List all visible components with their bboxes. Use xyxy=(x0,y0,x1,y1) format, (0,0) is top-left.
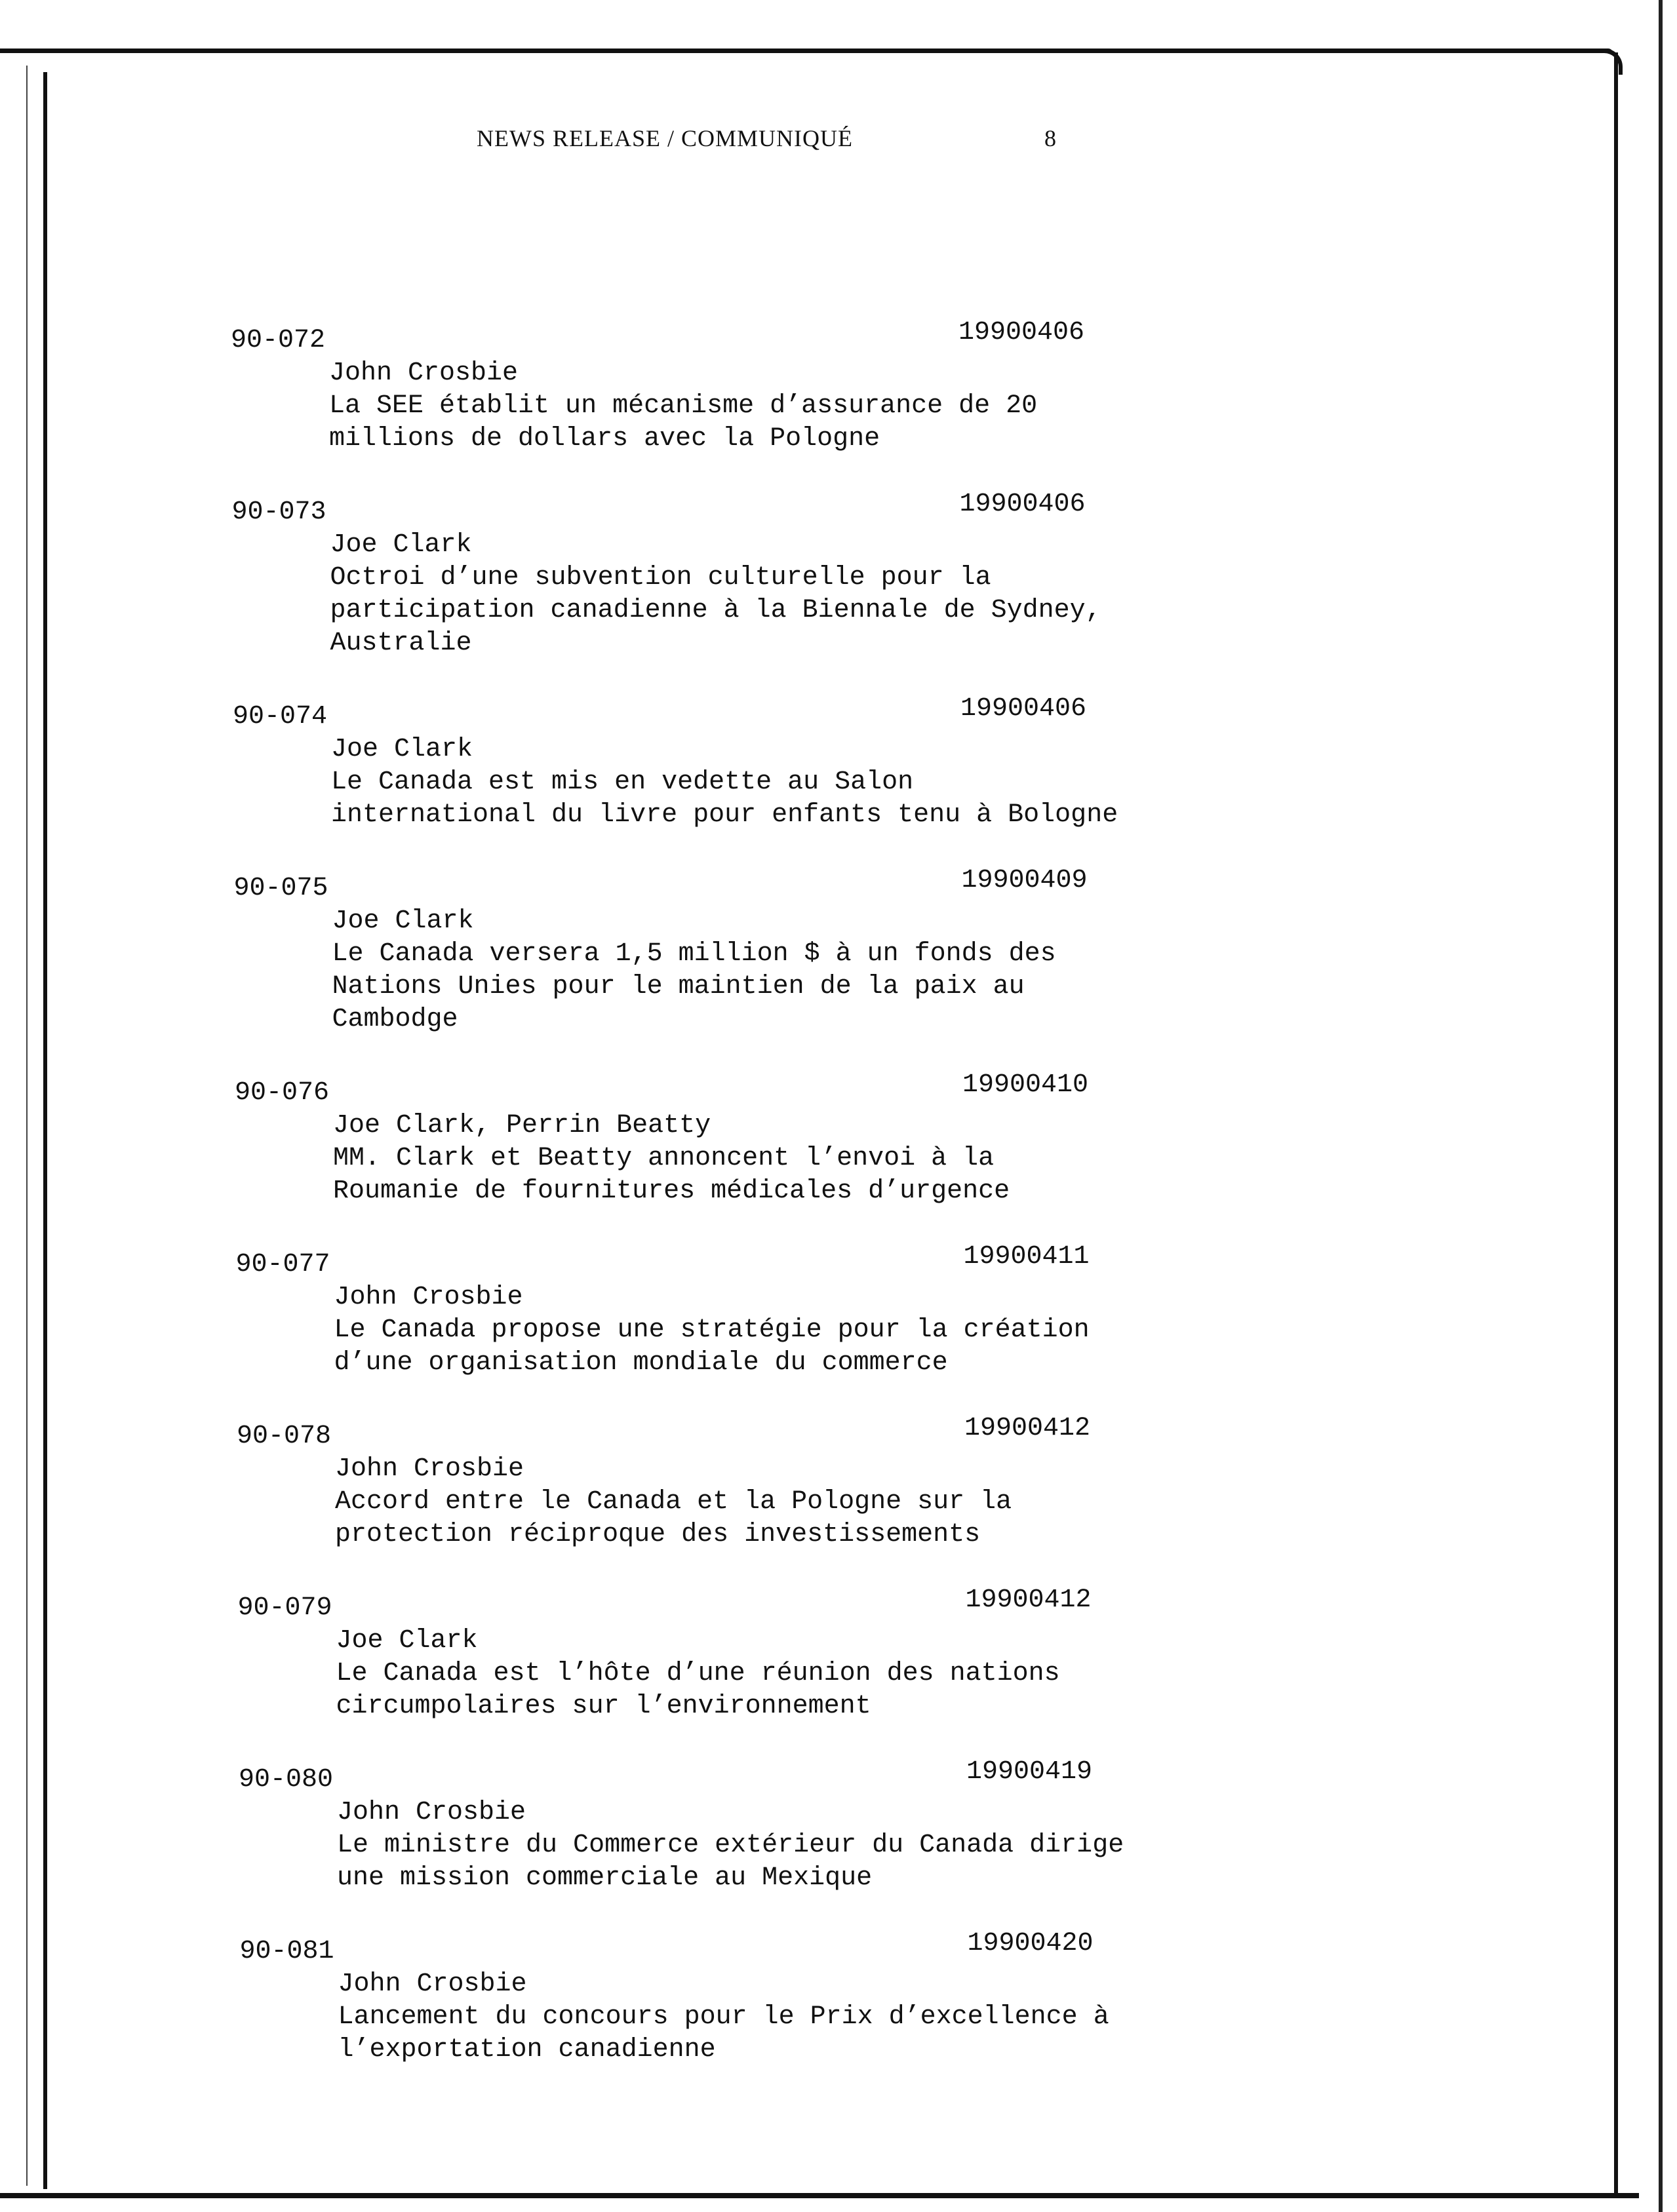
minister-name: John Crosbie xyxy=(338,1969,527,1999)
release-title-line: Le Canada est l’hôte d’une réunion des nations xyxy=(336,1659,1060,1688)
entry-header-row xyxy=(235,1242,1180,1281)
release-date: 19900411 xyxy=(963,1242,1090,1271)
release-entry xyxy=(239,1929,1184,2066)
entry-body xyxy=(233,733,1177,832)
entry-header-row xyxy=(237,1585,1182,1625)
release-code: 90-072 xyxy=(231,326,326,355)
release-title-line: Le Canada propose une stratégie pour la création xyxy=(334,1315,1090,1345)
binding-line xyxy=(26,66,28,2186)
release-title-line: Le Canada versera 1,5 million $ à un fonds des xyxy=(332,939,1056,969)
minister-name: John Crosbie xyxy=(329,359,519,388)
page-header xyxy=(0,125,1677,164)
release-list xyxy=(231,318,1175,2107)
release-date: 19900406 xyxy=(960,694,1087,724)
release-code: 90-076 xyxy=(235,1078,330,1108)
release-entry xyxy=(239,1757,1183,1895)
release-title-line: Australie xyxy=(330,629,472,658)
entry-header-row xyxy=(239,1929,1184,1968)
minister-name: Joe Clark, Perrin Beatty xyxy=(333,1111,711,1140)
release-code: 90-078 xyxy=(237,1422,332,1451)
entry-body xyxy=(239,1796,1183,1895)
release-title-line: circumpolaires sur l’environnement xyxy=(336,1692,871,1721)
release-code: 90-073 xyxy=(231,497,326,527)
release-date: 19900409 xyxy=(961,866,1088,895)
release-code: 90-081 xyxy=(239,1937,334,1966)
release-title-line: Nations Unies pour le maintien de la paix au xyxy=(332,972,1025,1001)
release-title-line: Octroi d’une subvention culturelle pour la xyxy=(330,563,991,592)
release-title-line: participation canadienne à la Biennale de Sydney, xyxy=(330,596,1101,625)
release-title-line: d’une organisation mondiale du commerce xyxy=(334,1348,948,1378)
release-title-line: Roumanie de fournitures médicales d’urgence xyxy=(333,1176,1010,1206)
minister-name: Joe Clark xyxy=(330,530,472,560)
release-code: 90-074 xyxy=(233,702,328,731)
entry-body xyxy=(237,1453,1181,1551)
entry-header-row xyxy=(231,318,1175,357)
minister-name: Joe Clark xyxy=(331,735,473,764)
release-title-line: La SEE établit un mécanisme d’assurance de 20 xyxy=(329,391,1038,421)
release-code: 90-079 xyxy=(237,1593,332,1623)
page-frame-right xyxy=(1614,52,1618,2194)
release-date: 19900410 xyxy=(962,1070,1089,1100)
release-title-line: international du livre pour enfants tenu à Bologne xyxy=(331,800,1118,830)
scan-edge xyxy=(1659,0,1663,2212)
release-title-line: Accord entre le Canada et la Pologne sur la xyxy=(335,1487,1012,1517)
entry-header-row xyxy=(231,490,1176,529)
release-entry xyxy=(233,694,1177,832)
minister-name: John Crosbie xyxy=(335,1454,524,1484)
release-date: 19900406 xyxy=(959,490,1086,519)
release-date: 19900420 xyxy=(967,1929,1094,1958)
release-title-line: Cambodge xyxy=(332,1005,458,1034)
header-title: NEWS RELEASE / COMMUNIQUÉ xyxy=(477,125,853,151)
release-entry xyxy=(235,1242,1180,1380)
release-title-line: l’exportation canadienne xyxy=(338,2035,716,2065)
release-title-line: Le Canada est mis en vedette au Salon xyxy=(331,767,914,797)
entry-header-row xyxy=(235,1070,1179,1110)
entry-body xyxy=(240,1968,1184,2066)
entry-header-row xyxy=(237,1414,1181,1453)
release-title-line: MM. Clark et Beatty annoncent l’envoi à la xyxy=(333,1144,995,1173)
release-entry xyxy=(237,1585,1182,1723)
release-date: 19900406 xyxy=(958,318,1085,347)
minister-name: Joe Clark xyxy=(332,906,474,936)
page-frame-corner xyxy=(1603,49,1623,75)
entry-body xyxy=(238,1625,1182,1723)
release-entry xyxy=(237,1414,1181,1551)
entry-body xyxy=(234,905,1178,1036)
release-title-line: protection réciproque des investissements xyxy=(335,1520,981,1549)
entry-header-row xyxy=(239,1757,1183,1796)
entry-header-row xyxy=(233,866,1178,905)
release-entry xyxy=(233,866,1178,1036)
release-title-line: une mission commerciale au Mexique xyxy=(337,1863,873,1893)
page-frame-left xyxy=(43,72,47,2189)
minister-name: John Crosbie xyxy=(337,1798,526,1827)
page-frame-bottom xyxy=(0,2193,1639,2198)
release-title-line: Le ministre du Commerce extérieur du Canada dirige xyxy=(337,1831,1124,1860)
entry-body xyxy=(235,1110,1179,1208)
entry-header-row xyxy=(233,694,1177,733)
release-title-line: Lancement du concours pour le Prix d’excellence à xyxy=(338,2002,1109,2032)
entry-body xyxy=(232,529,1176,660)
release-code: 90-080 xyxy=(239,1765,334,1795)
release-date: 19900419 xyxy=(966,1757,1093,1787)
minister-name: John Crosbie xyxy=(334,1283,523,1312)
minister-name: Joe Clark xyxy=(336,1626,478,1656)
release-entry xyxy=(231,490,1176,660)
release-title-line: millions de dollars avec la Pologne xyxy=(329,424,880,454)
release-code: 90-077 xyxy=(235,1250,330,1279)
entry-body xyxy=(231,357,1175,456)
page-number: 8 xyxy=(1044,125,1057,151)
release-code: 90-075 xyxy=(233,874,328,903)
release-date: 19900412 xyxy=(965,1585,1092,1615)
page-frame-top xyxy=(0,49,1613,53)
release-entry xyxy=(235,1070,1179,1208)
entry-body xyxy=(236,1281,1180,1380)
release-date: 19900412 xyxy=(964,1414,1091,1443)
release-entry xyxy=(231,318,1175,456)
